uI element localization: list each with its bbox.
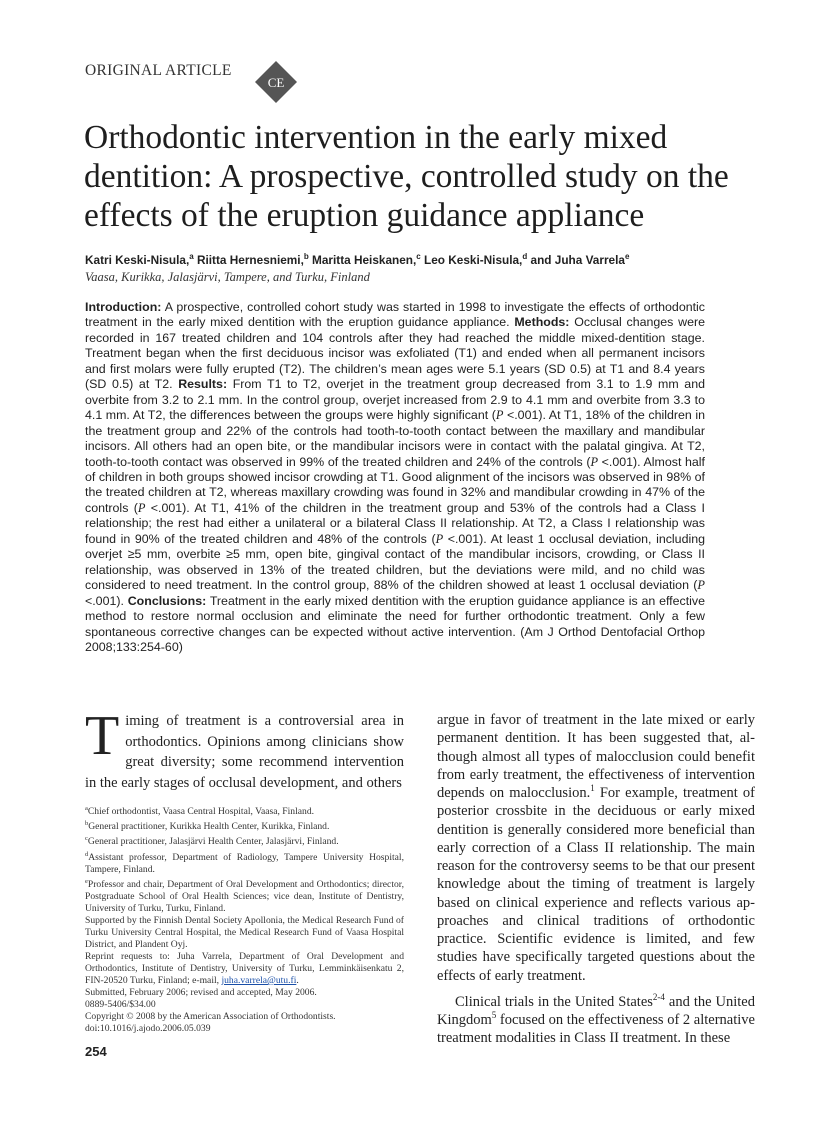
author-name: Riitta Hernesniemi, bbox=[196, 252, 304, 267]
abstract-results-text: <.001). At least 1 occlusal deviation, including overjet ≥5 mm, overbite ≥5 mm, open bite, gingival contact of the mandibular incisors, crowding, or Class II relationship, was observed in 13% of the treated children, but the deviations were mild, and no child was considered to need treatment. In the control group, 88% of the children showed at least 1 occlusal deviation ( bbox=[85, 531, 705, 593]
p-value-symbol: P bbox=[495, 408, 504, 423]
footnote-affiliation: $^c$General practitioner, Jalasjärvi Health Center, Jalasjärvi, Finland. bbox=[85, 835, 339, 848]
author-name: Maritta Heiskanen, bbox=[312, 252, 417, 267]
footnotes bbox=[85, 803, 404, 1035]
author-name: Leo Keski-Nisula, bbox=[424, 252, 523, 267]
author-list bbox=[85, 252, 629, 267]
abstract-citation: (Am J Orthod Dentofacial Orthop 2008;133:254-60) bbox=[85, 624, 705, 654]
article-title: Orthodontic intervention in the early mixed dentition: A prospective, controlled study on the effects of the eruption guidance appliance bbox=[84, 119, 729, 234]
footnote-copyright: Copyright © 2008 by the American Association of Orthodontists. bbox=[85, 1010, 336, 1022]
body-right-column bbox=[437, 711, 755, 1048]
abstract-results-text: <.001). Almost half of children in both groups showed incisor crowding at T1. Good alignment of the incisors was observed in 98% of the treated children at T2, whereas maxillary crowding was found in 32% and mandibular crowding in 47% of the controls ( bbox=[85, 454, 705, 515]
abstract-results-text: <.001). At T1, 41% of the children in the treatment group and 53% of the controls had a Class I relationship; the rest had either a unilateral or a bilateral Class II relationship. At T2, a Class I relationship was found in 90% of the treated children and 48% of the controls ( bbox=[85, 500, 705, 546]
footnote-affiliation: $^a$Chief orthodontist, Vaasa Central Hospital, Vaasa, Finland. bbox=[85, 805, 315, 818]
intro-paragraph bbox=[85, 705, 404, 793]
abstract-intro-text: A prospective, controlled cohort study was started in 1998 to investigate the effects of orthodontic treatment in the early mixed dentition with the eruption guidance appliance. bbox=[85, 300, 705, 330]
continuing-education-logo bbox=[254, 60, 298, 104]
section-label: ORIGINAL ARTICLE bbox=[85, 62, 232, 79]
abstract-conclusions-text: Treatment in the early mixed dentition with the eruption guidance appliance is an effective method to restore normal occlusion and eliminate the need for further orthodontic treatment. Only a few spontaneous corrective changes can be expected without active intervention. bbox=[85, 593, 705, 639]
ce-logo-letters: CE bbox=[267, 75, 285, 90]
abstract-methods-text: Occlusal changes were recorded in 167 treated children and 104 controls after they had reached the middle mixed-dentition stage. Treatment began when the first deciduous incisor was exfoliated (T1) and ended when all permanent incisors and first molars were fully erupted (T2). The children’s mean ages were 5.1 years (SD 0.5) at T1 and 8.4 years (SD 0.5) at T2. bbox=[85, 315, 705, 392]
abstract bbox=[85, 300, 705, 655]
abstract-results-text: <.001). bbox=[85, 593, 124, 608]
abstract-results-text: <.001). At T1, 18% of the children in the treatment group and 22% of the controls had tooth-to-tooth contact between the maxillary and mandibular incisors. All others had an open bite, or the mandibular incisors were in contact with the palatal gingiva. At T2, tooth-to-tooth contact was observed in 99% of the treated children and 24% of the controls ( bbox=[85, 408, 705, 469]
affiliation-mark: d bbox=[522, 252, 528, 261]
p-value-symbol: P bbox=[590, 454, 599, 469]
reference-mark[interactable]: 5 bbox=[491, 1010, 497, 1021]
affiliation-mark: b bbox=[303, 252, 309, 261]
p-value-symbol: P bbox=[137, 500, 146, 515]
reference-mark[interactable]: 1 bbox=[590, 783, 595, 794]
intro-paragraph-text: iming of treatment is a controversial area in orthodontics. Opinions among clinicians show great diversity; some recommend intervention in the early stages of occlusal development, and others bbox=[85, 713, 404, 791]
abstract-results-text: From T1 to T2, overjet in the treatment group decreased from 3.1 to 1.9 mm and overbite from 3.2 to 2.1 mm. In the control group, overjet increased from 2.9 to 4.1 mm and overbite from 3.3 to 4.1 mm. At T2, the differences between the groups were highly significant ( bbox=[85, 377, 705, 423]
p-value-symbol: P bbox=[697, 578, 705, 593]
drop-cap: T bbox=[85, 705, 120, 767]
p-value-symbol: P bbox=[435, 531, 444, 546]
footnote-doi: doi:10.1016/j.ajodo.2006.05.039 bbox=[85, 1022, 211, 1034]
author-name: Katri Keski-Nisula, bbox=[85, 252, 190, 267]
footnote-submitted: Submitted, February 2006; revised and accepted, May 2006. bbox=[85, 986, 317, 998]
affiliation-mark: c bbox=[416, 252, 421, 261]
abstract-conclusions-label: Conclusions: bbox=[127, 593, 207, 608]
page-number: 254 bbox=[85, 1044, 107, 1059]
abstract-results-label: Results: bbox=[178, 377, 228, 392]
reference-mark[interactable]: 2-4 bbox=[652, 991, 665, 1002]
body-paragraph: Clinical trials in the United States$^{2-4}$ and the United Kingdom$^5$ focused on the effectiveness of 2 alternative treatment modalities in Class II treatment. In these bbox=[437, 991, 755, 1047]
footnote-support: Supported by the Finnish Dental Society Apollonia, the Medical Research Fund of Turku University Central Hospital, the Medical Research Fund of Vaasa Hospital District, and Plandent Oyj. bbox=[85, 914, 404, 950]
footnote-affiliation: $^e$Professor and chair, Department of Oral Development and Orthodontics; director, Postgraduate School of Oral Health Sciences; vice dean, Institute of Dentistry, University of Turku, Turku, Finland. bbox=[85, 877, 404, 914]
author-email-link[interactable]: juha.varrela@utu.fi bbox=[221, 974, 297, 986]
footnote-reprint: Reprint requests to: Juha Varrela, Department of Oral Development and Orthodontics, Institute of Dentistry, University of Turku, Lemminkäisenkatu 2, FIN-20520 Turku, Finland; e-mail, juha.varrela@utu.fi. bbox=[85, 950, 404, 986]
footnote-affiliation: $^b$General practitioner, Kurikka Health Center, Kurikka, Finland. bbox=[85, 820, 330, 833]
affiliation-mark: a bbox=[189, 252, 194, 261]
affiliation-mark: e bbox=[624, 252, 630, 261]
body-left-column bbox=[85, 705, 404, 793]
abstract-intro-label: Introduction: bbox=[85, 300, 162, 314]
body-paragraph: argue in favor of treatment in the late mixed or early permanent dentition. It has been suggested that, al-though almost all types of malocclusion could benefit from early treatment, the effectiveness of intervention depends on malocclusion.$^1$ For example, treatment of posterior crossbite in the deciduous or early mixed dentition is generally considered more beneficial than early correction of a Class II relationship. The main reason for the controversy seems to be that our present knowledge about the timing of treatment is largely based on clinical experience and reflects various ap-proaches and clinical traditions of orthodontic practice. Scientific evidence is limited, and few studies have specifically targeted questions about the effects of early treatment. bbox=[437, 712, 755, 984]
author-locations: Vaasa, Kurikka, Jalasjärvi, Tampere, and Turku, Finland bbox=[85, 270, 370, 284]
author-name: and Juha Varrela bbox=[530, 252, 625, 267]
footnote-affiliation: $^d$Assistant professor, Department of Radiology, Tampere University Hospital, Tampere, Finland. bbox=[85, 850, 404, 875]
footnote-issn: 0889-5406/$34.00 bbox=[85, 998, 156, 1010]
abstract-methods-label: Methods: bbox=[514, 315, 570, 330]
